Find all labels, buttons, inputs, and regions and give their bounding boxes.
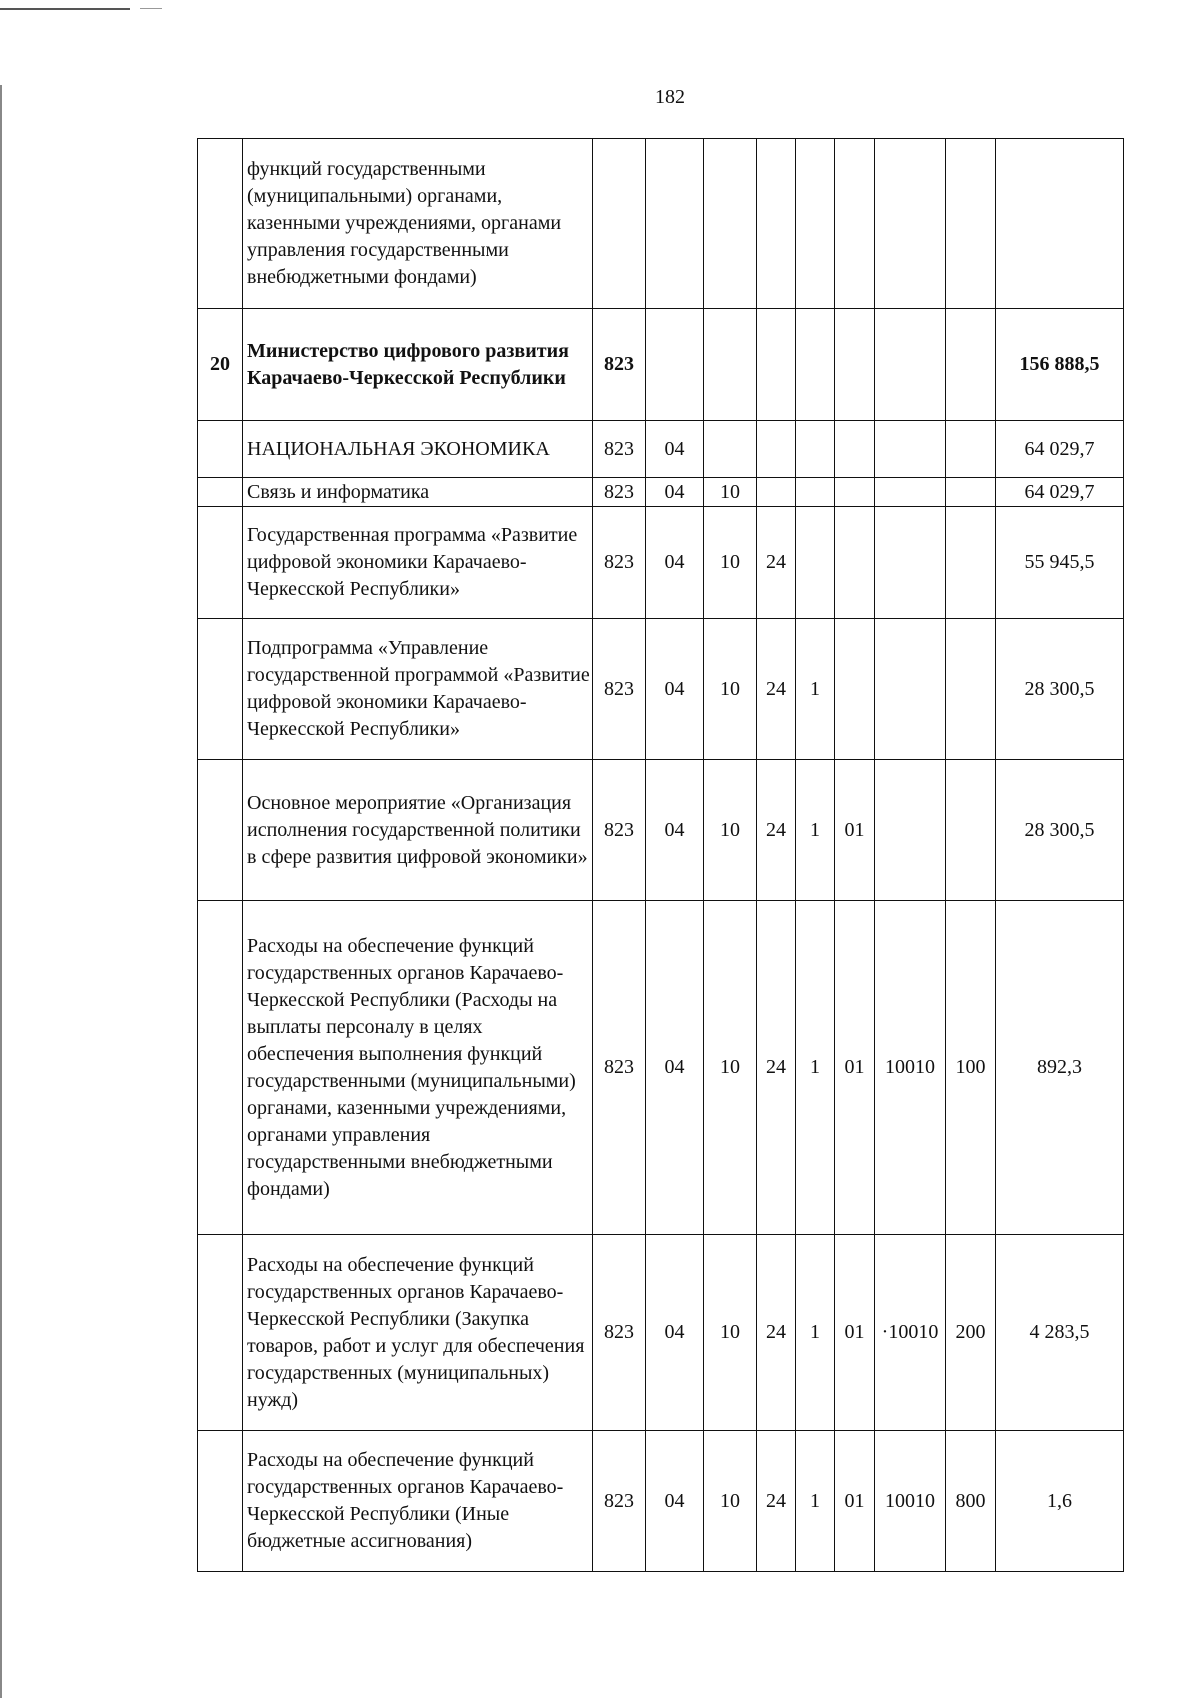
scan-edge-mark bbox=[140, 8, 162, 9]
activity-code-cell bbox=[835, 421, 875, 478]
direction-code-cell bbox=[875, 478, 946, 507]
expense-type-code-cell: 200 bbox=[946, 1235, 996, 1431]
row-number-cell bbox=[198, 1235, 243, 1431]
amount-cell: 55 945,5 bbox=[996, 507, 1124, 619]
direction-code-cell bbox=[875, 507, 946, 619]
table-row bbox=[198, 760, 1124, 901]
table-row bbox=[198, 478, 1124, 507]
direction-code-cell: 10010 bbox=[875, 901, 946, 1235]
row-number-cell bbox=[198, 507, 243, 619]
item-name-cell: Расходы на обеспечение функций государственных органов Карачаево-Черкесской Республики (Иные бюджетные ассигнования) bbox=[243, 1431, 593, 1572]
activity-code-cell: 01 bbox=[835, 1431, 875, 1572]
item-name-cell: Расходы на обеспечение функций государственных органов Карачаево-Черкесской Республики (Расходы на выплаты персоналу в целях обеспечения выполнения функций государственными (муниципальными) органами, казенными учреждениями, органами управления государственными внебюджетными фондами) bbox=[243, 901, 593, 1235]
subprogram-code-cell bbox=[796, 309, 835, 421]
row-number-cell bbox=[198, 478, 243, 507]
grbs-code-cell: 823 bbox=[593, 507, 646, 619]
section-code-cell: 04 bbox=[646, 421, 704, 478]
table-row bbox=[198, 901, 1124, 1235]
table-row bbox=[198, 139, 1124, 309]
page-number: 182 bbox=[655, 86, 685, 108]
section-code-cell: 04 bbox=[646, 1235, 704, 1431]
subprogram-code-cell: 1 bbox=[796, 760, 835, 901]
grbs-code-cell: 823 bbox=[593, 760, 646, 901]
row-number-cell bbox=[198, 619, 243, 760]
subsection-code-cell bbox=[704, 309, 757, 421]
budget-table-body bbox=[198, 139, 1124, 1572]
subsection-code-cell bbox=[704, 421, 757, 478]
expense-type-code-cell bbox=[946, 421, 996, 478]
direction-code-cell bbox=[875, 139, 946, 309]
program-code-cell bbox=[757, 478, 796, 507]
activity-code-cell: 01 bbox=[835, 760, 875, 901]
item-name-cell: Государственная программа «Развитие цифровой экономики Карачаево-Черкесской Республики» bbox=[243, 507, 593, 619]
activity-code-cell bbox=[835, 139, 875, 309]
row-number-cell bbox=[198, 760, 243, 901]
subprogram-code-cell: 1 bbox=[796, 901, 835, 1235]
activity-code-cell bbox=[835, 619, 875, 760]
item-name-cell: Связь и информатика bbox=[243, 478, 593, 507]
activity-code-cell: 01 bbox=[835, 901, 875, 1235]
subprogram-code-cell: 1 bbox=[796, 1235, 835, 1431]
expense-type-code-cell bbox=[946, 478, 996, 507]
section-code-cell: 04 bbox=[646, 901, 704, 1235]
subprogram-code-cell bbox=[796, 421, 835, 478]
amount-cell: 28 300,5 bbox=[996, 760, 1124, 901]
row-number-cell bbox=[198, 1431, 243, 1572]
scan-left-edge bbox=[0, 85, 2, 1698]
grbs-code-cell: 823 bbox=[593, 478, 646, 507]
expense-type-code-cell bbox=[946, 507, 996, 619]
program-code-cell: 24 bbox=[757, 507, 796, 619]
section-code-cell: 04 bbox=[646, 507, 704, 619]
activity-code-cell bbox=[835, 309, 875, 421]
program-code-cell bbox=[757, 309, 796, 421]
amount-cell: 28 300,5 bbox=[996, 619, 1124, 760]
subprogram-code-cell bbox=[796, 507, 835, 619]
expense-type-code-cell: 800 bbox=[946, 1431, 996, 1572]
subsection-code-cell: 10 bbox=[704, 901, 757, 1235]
activity-code-cell: 01 bbox=[835, 1235, 875, 1431]
item-name-cell: Министерство цифрового развития Карачаево-Черкесской Республики bbox=[243, 309, 593, 421]
item-name-cell: Основное мероприятие «Организация исполнения государственной политики в сфере развития цифровой экономики» bbox=[243, 760, 593, 901]
direction-code-cell bbox=[875, 760, 946, 901]
subsection-code-cell: 10 bbox=[704, 1235, 757, 1431]
subsection-code-cell: 10 bbox=[704, 619, 757, 760]
program-code-cell: 24 bbox=[757, 619, 796, 760]
expense-type-code-cell bbox=[946, 309, 996, 421]
program-code-cell: 24 bbox=[757, 1235, 796, 1431]
amount-cell: 4 283,5 bbox=[996, 1235, 1124, 1431]
table-row bbox=[198, 421, 1124, 478]
direction-code-cell: ·10010 bbox=[875, 1235, 946, 1431]
subsection-code-cell: 10 bbox=[704, 760, 757, 901]
activity-code-cell bbox=[835, 507, 875, 619]
grbs-code-cell bbox=[593, 139, 646, 309]
table-row bbox=[198, 507, 1124, 619]
activity-code-cell bbox=[835, 478, 875, 507]
expense-type-code-cell bbox=[946, 139, 996, 309]
section-code-cell: 04 bbox=[646, 478, 704, 507]
program-code-cell: 24 bbox=[757, 901, 796, 1235]
amount-cell: 64 029,7 bbox=[996, 478, 1124, 507]
expense-type-code-cell: 100 bbox=[946, 901, 996, 1235]
section-code-cell: 04 bbox=[646, 1431, 704, 1572]
section-code-cell bbox=[646, 139, 704, 309]
section-code-cell: 04 bbox=[646, 760, 704, 901]
amount-cell: 1,6 bbox=[996, 1431, 1124, 1572]
table-row bbox=[198, 1431, 1124, 1572]
scan-edge-mark bbox=[0, 8, 130, 10]
program-code-cell bbox=[757, 139, 796, 309]
subsection-code-cell bbox=[704, 139, 757, 309]
subsection-code-cell: 10 bbox=[704, 507, 757, 619]
amount-cell: 156 888,5 bbox=[996, 309, 1124, 421]
grbs-code-cell: 823 bbox=[593, 619, 646, 760]
direction-code-cell bbox=[875, 309, 946, 421]
item-name-cell: НАЦИОНАЛЬНАЯ ЭКОНОМИКА bbox=[243, 421, 593, 478]
grbs-code-cell: 823 bbox=[593, 309, 646, 421]
subprogram-code-cell: 1 bbox=[796, 1431, 835, 1572]
row-number-cell bbox=[198, 901, 243, 1235]
program-code-cell bbox=[757, 421, 796, 478]
row-number-cell: 20 bbox=[198, 309, 243, 421]
program-code-cell: 24 bbox=[757, 1431, 796, 1572]
section-code-cell: 04 bbox=[646, 619, 704, 760]
grbs-code-cell: 823 bbox=[593, 1235, 646, 1431]
grbs-code-cell: 823 bbox=[593, 421, 646, 478]
program-code-cell: 24 bbox=[757, 760, 796, 901]
subsection-code-cell: 10 bbox=[704, 1431, 757, 1572]
row-number-cell bbox=[198, 421, 243, 478]
section-code-cell bbox=[646, 309, 704, 421]
subprogram-code-cell bbox=[796, 478, 835, 507]
subsection-code-cell: 10 bbox=[704, 478, 757, 507]
grbs-code-cell: 823 bbox=[593, 901, 646, 1235]
direction-code-cell bbox=[875, 619, 946, 760]
item-name-cell: Расходы на обеспечение функций государственных органов Карачаево-Черкесской Республики (Закупка товаров, работ и услуг для обеспечения государственных (муниципальных) нужд) bbox=[243, 1235, 593, 1431]
expense-type-code-cell bbox=[946, 619, 996, 760]
item-name-cell: Подпрограмма «Управление государственной программой «Развитие цифровой экономики Карачаево-Черкесской Республики» bbox=[243, 619, 593, 760]
amount-cell: 64 029,7 bbox=[996, 421, 1124, 478]
subprogram-code-cell: 1 bbox=[796, 619, 835, 760]
grbs-code-cell: 823 bbox=[593, 1431, 646, 1572]
expense-type-code-cell bbox=[946, 760, 996, 901]
amount-cell: 892,3 bbox=[996, 901, 1124, 1235]
table-row bbox=[198, 1235, 1124, 1431]
item-name-cell: функций государственными (муниципальными) органами, казенными учреждениями, органами управления государственными внебюджетными фондами) bbox=[243, 139, 593, 309]
direction-code-cell bbox=[875, 421, 946, 478]
row-number-cell bbox=[198, 139, 243, 309]
table-row bbox=[198, 619, 1124, 760]
direction-code-cell: 10010 bbox=[875, 1431, 946, 1572]
budget-table bbox=[197, 138, 1124, 1572]
table-row bbox=[198, 309, 1124, 421]
amount-cell bbox=[996, 139, 1124, 309]
subprogram-code-cell bbox=[796, 139, 835, 309]
